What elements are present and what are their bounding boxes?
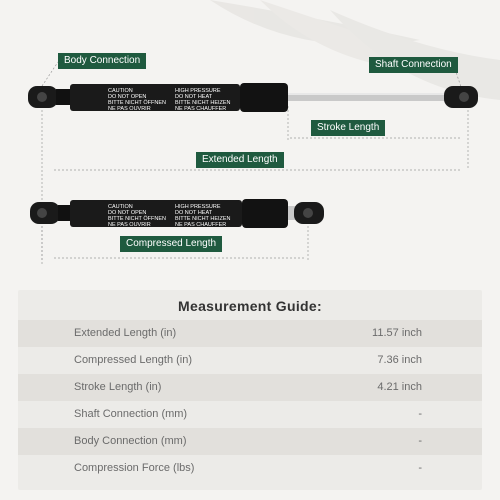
row-label: Compression Force (lbs): [74, 462, 195, 474]
table-row: [18, 347, 482, 374]
row-label: Extended Length (in): [74, 327, 177, 339]
row-value: -: [418, 462, 422, 474]
row-value: -: [418, 435, 422, 447]
body-connection-label: Body Connection: [58, 53, 146, 69]
compressed-strut: [30, 199, 324, 228]
measurement-guide-table: [18, 290, 482, 490]
svg-text:HIGH PRESSURE DO NOT H: HIGH PRESSURE DO NOT HEAT BITTE NICHT HEIZEN NE PAS CHAUFFER: [175, 204, 231, 228]
row-value: 7.36 inch: [377, 354, 422, 366]
table-row: [18, 320, 482, 347]
extended-length-label: Extended Length: [196, 152, 284, 168]
shaft-connection-label: Shaft Connection: [369, 57, 458, 73]
extended-strut: [28, 83, 478, 112]
table-row: [18, 401, 482, 428]
row-value: -: [418, 408, 422, 420]
row-label: Body Connection (mm): [74, 435, 187, 447]
guide-title: Measurement Guide:: [178, 298, 322, 314]
stroke-length-label: Stroke Length: [311, 120, 385, 136]
table-row: [18, 374, 482, 401]
table-row: [18, 428, 482, 455]
compressed-length-label: Compressed Length: [120, 236, 222, 252]
svg-text:HIGH PRESSURE DO NOT H: HIGH PRESSURE DO NOT HEAT BITTE NICHT HEIZEN NE PAS CHAUFFER: [175, 88, 231, 112]
row-value: 4.21 inch: [377, 381, 422, 393]
svg-text:CAUTION DO NOT OPEN: CAUTION DO NOT OPEN BITTE NICHT ÖFFNEN NE PAS OUVRIR: [108, 204, 166, 228]
svg-text:CAUTION DO NOT OPEN: CAUTION DO NOT OPEN BITTE NICHT ÖFFNEN NE PAS OUVRIR: [108, 88, 166, 112]
strut-seal: [240, 83, 288, 112]
row-value: 11.57 inch: [372, 327, 422, 339]
row-label: Stroke Length (in): [74, 381, 162, 393]
row-label: Shaft Connection (mm): [74, 408, 188, 420]
row-label: Compressed Length (in): [74, 354, 193, 366]
table-row: [18, 455, 482, 482]
